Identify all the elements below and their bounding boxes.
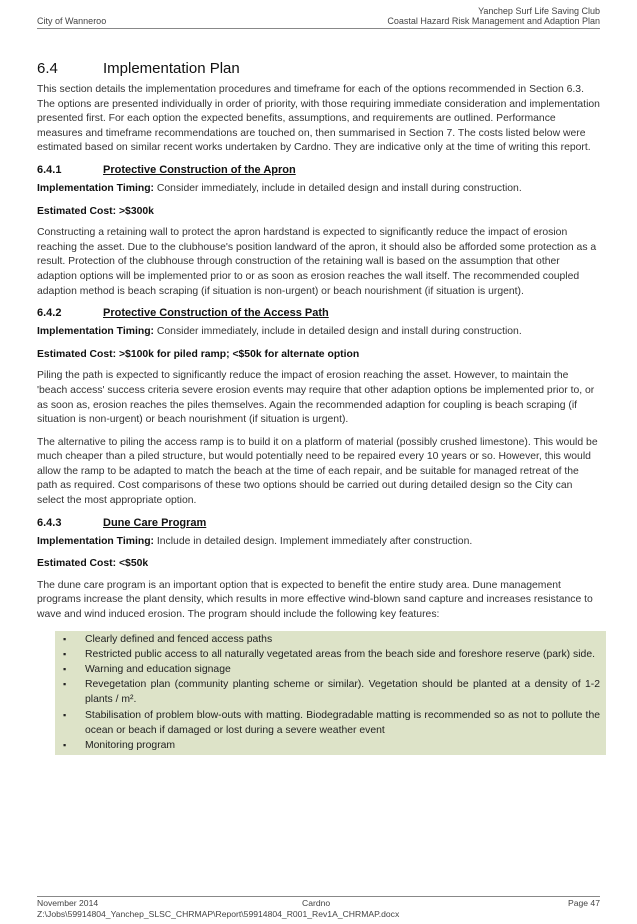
footer-company: Cardno (302, 898, 331, 908)
subsection-number: 6.4.1 (37, 163, 62, 176)
timing-text: Consider immediately, include in detailed design and install during construction. (154, 326, 522, 338)
subsection-number: 6.4.3 (37, 516, 62, 529)
estimated-cost: Estimated Cost: >$300k (37, 205, 154, 217)
list-item (61, 677, 600, 707)
key-features-list (61, 632, 600, 754)
header-rule (37, 28, 600, 29)
timing-label: Implementation Timing: (37, 326, 154, 338)
implementation-timing (37, 535, 600, 550)
estimated-cost: Estimated Cost: <$50k (37, 558, 149, 570)
list-item-text: Monitoring program (85, 740, 176, 752)
list-item-text: Revegetation plan (community planting scheme or similar). Vegetation should be planted at a density of 1-2 plants / m². (85, 679, 600, 706)
subsection-heading (37, 517, 600, 529)
timing-label: Implementation Timing: (37, 535, 154, 547)
subsection-title: Protective Construction of the Apron (103, 163, 296, 176)
header-client: City of Wanneroo (37, 16, 107, 26)
subsection-paragraph: Piling the path is expected to significantly reduce the impact of erosion reaching the asset. However, to maintain the 'beach access' success criteria severe erosion events may require that other adaption options be implemented prior to, or as soon as, erosion reaches the piles themselves. Again the recommended adaption for coupling is beach scraping (if situation is non-urgent) or beach nourishment (if situation is urgent). (37, 370, 595, 426)
implementation-timing (37, 182, 600, 197)
list-item (61, 708, 600, 738)
subsection-paragraph: Constructing a retaining wall to protect the apron hardstand is expected to significantly reduce the impact of erosion reaching the asset. Due to the clubhouse's position landward of the apron, it should also be afforded some protection as a result. Protection of the clubhouse through construction of the retaining wall is based on the assumption that other adaption options will be implemented prior to or as soon as erosion reaches the wall itself. The recommended coupled adaption method is beach scraping (if situation is non-urgent) or beach nourishment (if situation is urgent). (37, 227, 597, 297)
timing-label: Implementation Timing: (37, 182, 154, 194)
subsection-access-path (37, 307, 600, 509)
bullet-icon: ▪ (63, 709, 67, 720)
section-number: 6.4 (37, 60, 58, 77)
list-item (61, 647, 600, 662)
bullet-icon: ▪ (63, 664, 67, 675)
footer-page-number: Page 47 (567, 898, 600, 908)
footer-rule (37, 896, 600, 897)
timing-text: Consider immediately, include in detailed design and install during construction. (154, 182, 522, 194)
section-title: Implementation Plan (103, 60, 240, 77)
list-item-text: Restricted public access to all naturally vegetated areas from the beach side and foreshore reserve (park) side. (85, 648, 595, 660)
subsection-heading (37, 164, 600, 176)
subsection-paragraph: The alternative to piling the access ramp is to build it on a platform of material (possibly crushed limestone). This would be much cheaper than a piled structure, but would potentially need to be repaired every 10 years or so. However, this would allow the ramp to be adapted to match the beach at the time of each repair, and be suitable for managed retreat of the path as required. Cost comparisons of these two options should be carried out during detailed design so the City can select the most appropriate option. (37, 436, 598, 507)
list-item (61, 662, 600, 677)
subsection-title: Dune Care Program (103, 516, 207, 529)
list-item (61, 632, 600, 647)
main-content (37, 60, 600, 755)
list-item (61, 738, 600, 753)
subsection-dune-care (37, 517, 600, 623)
subsection-title: Protective Construction of the Access Path (103, 307, 329, 320)
bullet-icon: ▪ (63, 679, 67, 690)
bullet-icon: ▪ (63, 633, 67, 644)
bullet-icon: ▪ (63, 740, 67, 751)
section-intro: This section details the implementation procedures and timeframe for each of the options recommended in Section 6.3. The options are presented individually in order of priority, with those requiring immediate consideration and implementation presented first. For each option the expected benefits, assumptions, and requirements are outlined. Performance measures and timeframe recommendations are touched on, then summarised in Section 7. The costs listed below were estimated based on similar recent works undertaken by Cardno. They are indicative only at the time of writing this report. (37, 84, 600, 154)
timing-text: Include in detailed design. Implement immediately after construction. (154, 535, 473, 547)
subsection-paragraph: The dune care program is an important option that is expected to benefit the entire study area. Dune management programs increase the plant density, which results in more effective wind-blown sand capture and increases resistance to wave and wind induced erosion. The program should include the following key features: (37, 579, 593, 621)
subsection-heading (37, 307, 600, 319)
section-heading (37, 60, 600, 77)
list-item-text: Warning and education signage (85, 664, 231, 676)
footer-date: November 2014 (37, 898, 99, 908)
footer-file-path: Z:\Jobs\59914804_Yanchep_SLSC_CHRMAP\Report\59914804_R001_Rev1A_CHRMAP.docx (37, 909, 400, 919)
list-item-text: Stabilisation of problem blow-outs with matting. Biodegradable matting is recommended so as not to pollute the ocean or beach if damaged or lost during a severe weather event (85, 709, 600, 736)
subsection-number: 6.4.2 (37, 307, 62, 320)
header-project (387, 6, 600, 26)
bullet-icon: ▪ (63, 648, 67, 659)
subsection-apron (37, 164, 600, 299)
estimated-cost: Estimated Cost: >$100k for piled ramp; <$50k for alternate option (37, 348, 360, 360)
list-item-text: Clearly defined and fenced access paths (85, 633, 273, 645)
header-project-line2: Coastal Hazard Risk Management and Adaption Plan (387, 16, 600, 26)
key-features-box (55, 631, 606, 756)
header-project-line1: Yanchep Surf Life Saving Club (478, 6, 600, 16)
implementation-timing (37, 325, 600, 340)
